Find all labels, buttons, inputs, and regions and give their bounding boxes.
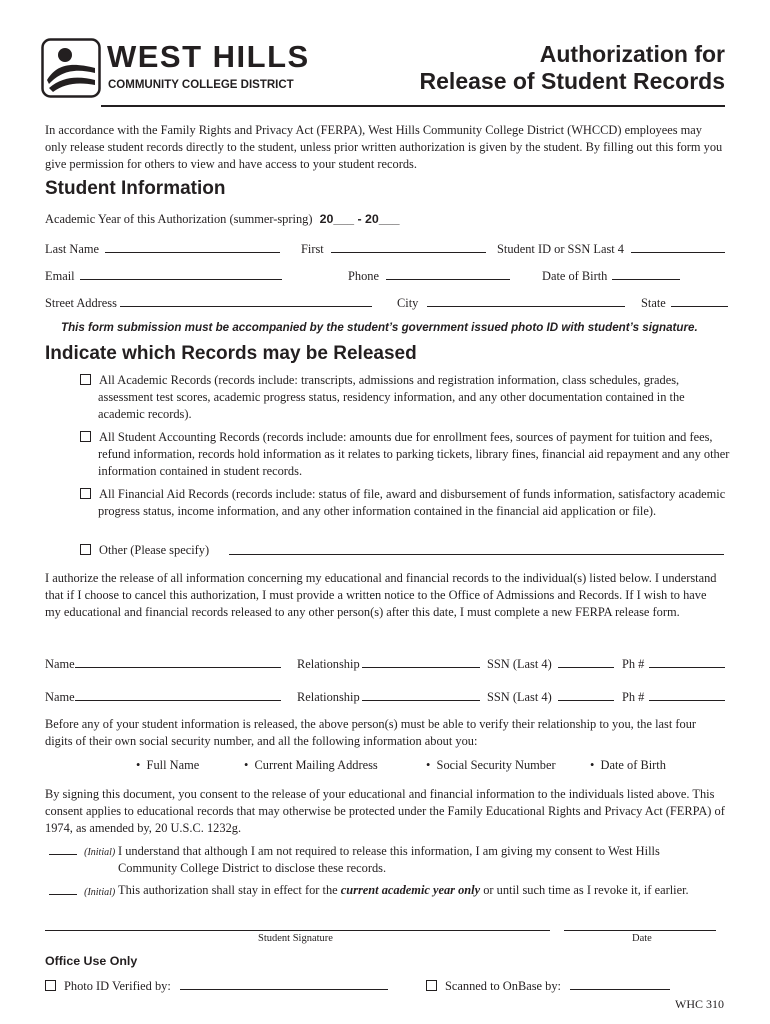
academic-year-label: Academic Year of this Authorization (summer-spring) [45,212,313,226]
office-use-heading: Office Use Only [45,954,138,968]
financial-aid-label: All Financial Aid Records (records include: status of file, award and disbursement of funds information, satisfactory academic progress status, income information, and any other information contained in the financial aid application or file). [98,487,726,518]
state-label: State [641,296,666,310]
phone-label: Phone [348,269,379,283]
person-phone-label: Ph # [622,657,645,671]
student-signature-line[interactable] [45,930,550,931]
person-1-name[interactable] [45,656,281,672]
city-label: City [397,296,419,310]
academic-year-row [45,212,400,227]
student-id-field[interactable] [497,241,725,257]
street-address-label: Street Address [45,296,117,310]
date-label: Date [632,933,652,944]
person-name-label: Name [45,657,75,671]
initial-line-1[interactable] [49,843,115,859]
photo-id-verified-checkbox[interactable] [45,980,56,991]
person-name-label: Name [45,690,75,704]
verify-item-full-name: • Full Name [136,758,200,772]
verification-paragraph: Before any of your student information is released, the above person(s) must be able to verify their relationship to you, the last four digits of their own social security number, and all the following information about you: [45,717,697,748]
record-option-other[interactable] [80,543,209,558]
logo-name: WEST HILLS [107,39,310,74]
form-title-line2: Release of Student Records [419,68,725,94]
logo [41,38,101,98]
first-name-field[interactable] [301,241,486,257]
person-ssn-label: SSN (Last 4) [487,657,552,671]
logo-emblem-icon [41,38,101,98]
other-records-label: Other (Please specify) [99,543,210,557]
photo-id-verified-label: Photo ID Verified by: [64,979,171,993]
person-relationship-label: Relationship [297,657,360,671]
student-id-label: Student ID or SSN Last 4 [497,242,625,256]
form-title-line1: Authorization for [539,41,725,67]
first-name-label: First [301,242,324,256]
accounting-records-checkbox[interactable] [80,431,91,442]
scanned-onbase-checkbox[interactable] [426,980,437,991]
initial-label-1: (Initial) [84,847,116,858]
last-name-label: Last Name [45,242,100,256]
email-label: Email [45,269,75,283]
last-name-field[interactable] [45,241,280,257]
photo-id-verified-row[interactable] [45,978,388,994]
records-heading: Indicate which Records may be Released [45,343,417,364]
person-2-relationship[interactable] [297,689,480,705]
photo-id-notice: This form submission must be accompanied by the student’s government issued photo ID with student’s signature. [61,321,698,334]
student-info-heading: Student Information [45,178,226,199]
state-field[interactable] [641,295,728,311]
dob-label: Date of Birth [542,269,608,283]
city-field[interactable] [397,295,625,311]
consent-paragraph: By signing this document, you consent to the release of your educational and financial information to the individuals listed above. This consent applies to educational records that may otherwise be protected under the Family Educational Rights and Privacy Act (FERPA) of 1974, as amended by, 20 U.S.C. 1232g. [45,787,725,835]
person-ssn-label: SSN (Last 4) [487,690,552,704]
person-1-relationship[interactable] [297,656,480,672]
initial-line-2[interactable] [49,883,115,899]
person-2-ssn[interactable] [487,689,614,705]
person-2-name[interactable] [45,689,281,705]
form-code: WHC 310 [675,997,724,1011]
person-2-phone[interactable] [622,689,725,705]
student-signature-label: Student Signature [258,933,333,944]
other-records-checkbox[interactable] [80,544,91,555]
date-line[interactable] [564,930,716,931]
verify-item-mailing-address: • Current Mailing Address [244,758,378,772]
other-specify-line[interactable] [229,554,724,555]
academic-records-label: All Academic Records (records include: transcripts, admissions and registration information, class schedules, grades, assessment test scores, academic progress status, residency information, and any other documentation contained in the academic records). [98,373,685,421]
person-phone-label: Ph # [622,690,645,704]
academic-records-checkbox[interactable] [80,374,91,385]
accounting-records-label: All Student Accounting Records (records include: amounts due for enrollment fees, sources of payment for tuition and fees, refund information, records hold information as it relates to parking tickets, library fines, financial aid repayment and any other information contained in student records. [98,430,730,478]
record-option-accounting[interactable] [80,429,730,480]
header-divider [101,105,725,107]
verify-item-ssn: • Social Security Number [426,758,556,772]
street-address-field[interactable] [45,295,372,311]
person-1-ssn[interactable] [487,656,614,672]
record-option-academic[interactable] [80,372,730,423]
record-option-financial-aid[interactable] [80,486,730,520]
scanned-onbase-label: Scanned to OnBase by: [445,979,561,993]
email-field[interactable] [45,268,282,284]
intro-paragraph: In accordance with the Family Rights and Privacy Act (FERPA), West Hills Community College District (WHCCD) employees may only release student records directly to the student, unless prior written authorization is given by the student. By filling out this form you give permission for others to view and have access to your student records. [45,123,723,171]
initial-statement-1: I understand that although I am not required to release this information, I am giving my consent to West Hills Community College District to disclose these records. [118,844,660,875]
initial-statement-2: This authorization shall stay in effect for the current academic year only or until such time as I revoke it, if earlier. [118,883,689,897]
scanned-onbase-row[interactable] [426,978,670,994]
initial-label-2: (Initial) [84,887,116,898]
authorization-paragraph: I authorize the release of all information concerning my educational and financial records to the individual(s) listed below. I understand that if I choose to cancel this authorization, I must provide a written notice to the Office of Admissions and Records. If I wish to have my educational and financial records released to any other person(s) after this date, I must complete a new FERPA release form. [45,571,717,619]
person-relationship-label: Relationship [297,690,360,704]
logo-district: COMMUNITY COLLEGE DISTRICT [108,79,294,91]
academic-year-field[interactable]: 20___ - 20___ [319,212,400,226]
dob-field[interactable] [542,268,680,284]
financial-aid-checkbox[interactable] [80,488,91,499]
phone-field[interactable] [348,268,510,284]
person-1-phone[interactable] [622,656,725,672]
verify-item-dob: • Date of Birth [590,758,666,772]
